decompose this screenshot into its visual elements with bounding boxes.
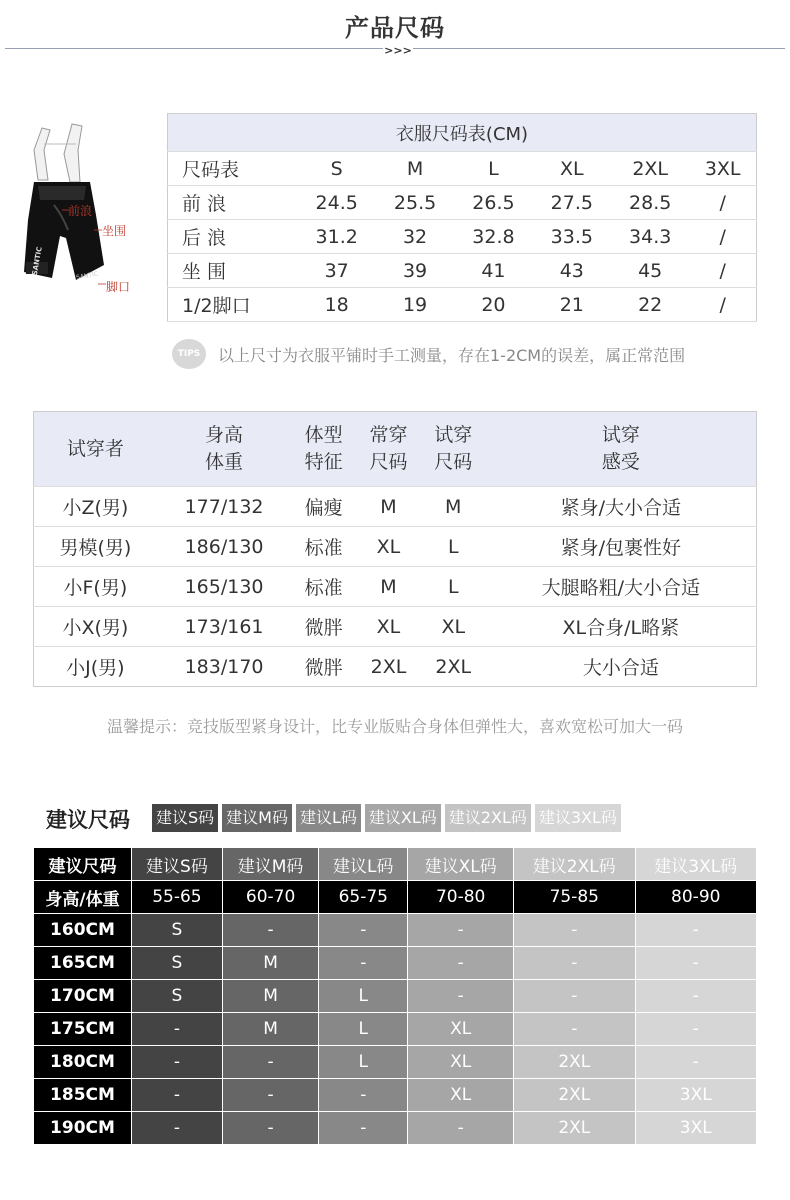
table-row: 165CM S M - - - -: [34, 947, 757, 980]
tryon-header-row: 试穿者 身高 体重 体型 特征 常穿 尺码 试穿 尺码 试穿 感受: [34, 412, 757, 487]
brand-text: SANTIC: [30, 246, 44, 276]
table-row: 坐 围 37 39 41 43 45 /: [168, 254, 757, 288]
waist-label: 坐围: [102, 224, 127, 238]
tips-text: 以上尺寸为衣服平铺时手工测量，存在1-2CM的误差，属正常范围: [218, 346, 686, 365]
recommend-header-row: 建议尺码 建议S码 建议M码 建议L码 建议XL码 建议2XL码 建议3XL码: [34, 848, 757, 881]
table-row: 小F(男) 165/130 标准 M L 大腿略粗/大小合适: [34, 567, 757, 607]
page-title: 产品尺码: [345, 14, 445, 42]
legend-s: 建议S码: [152, 804, 218, 832]
bib-shorts-illustration: [14, 120, 144, 300]
legend-xl: 建议XL码: [365, 804, 441, 832]
table-row: 170CM S M L - - -: [34, 980, 757, 1013]
tips-icon: TIPS: [172, 339, 206, 369]
table-row: 小Z(男) 177/132 偏瘦 M M 紧身/大小合适: [34, 487, 757, 527]
table-row: 1/2脚口 18 19 20 21 22 /: [168, 288, 757, 322]
chevron-right-icon: >>>: [384, 44, 412, 57]
legend-l: 建议L码: [296, 804, 361, 832]
table-row: 180CM - - L XL 2XL -: [34, 1046, 757, 1079]
table-row: 175CM - M L XL - -: [34, 1013, 757, 1046]
size-chart-header-row: 尺码表 S M L XL 2XL 3XL: [168, 152, 757, 186]
table-row: 后 浪 31.2 32 32.8 33.5 34.3 /: [168, 220, 757, 254]
tryon-table: [33, 411, 757, 687]
svg-text:SANTIC: SANTIC: [75, 270, 99, 282]
table-row: 160CM S - - - - -: [34, 914, 757, 947]
recommend-legend: [152, 804, 621, 832]
size-chart-caption: 衣服尺码表(CM): [168, 114, 757, 152]
legend-3xl: 建议3XL码: [535, 804, 621, 832]
table-row: 小X(男) 173/161 微胖 XL XL XL合身/L略紧: [34, 607, 757, 647]
fit-notice: 温馨提示：竞技版型紧身设计，比专业版贴合身体但弹性大，喜欢宽松可加大一码: [106, 717, 683, 736]
weight-row: 身高/体重 55-65 60-70 65-75 70-80 75-85 80-90: [34, 881, 757, 914]
table-row: 前 浪 24.5 25.5 26.5 27.5 28.5 /: [168, 186, 757, 220]
table-row: 小J(男) 183/170 微胖 2XL 2XL 大小合适: [34, 647, 757, 687]
size-chart-table: [167, 113, 757, 322]
front-rise-label: 前浪: [68, 204, 93, 218]
recommend-title: 建议尺码: [46, 808, 130, 832]
legend-m: 建议M码: [222, 804, 292, 832]
table-row: 190CM - - - - 2XL 3XL: [34, 1112, 757, 1145]
recommend-table: [33, 847, 757, 1145]
leg-opening-label: 脚口: [106, 280, 131, 294]
table-row: 男模(男) 186/130 标准 XL L 紧身/包裹性好: [34, 527, 757, 567]
table-row: 185CM - - - XL 2XL 3XL: [34, 1079, 757, 1112]
legend-2xl: 建议2XL码: [445, 804, 531, 832]
tips-note: [172, 339, 772, 369]
